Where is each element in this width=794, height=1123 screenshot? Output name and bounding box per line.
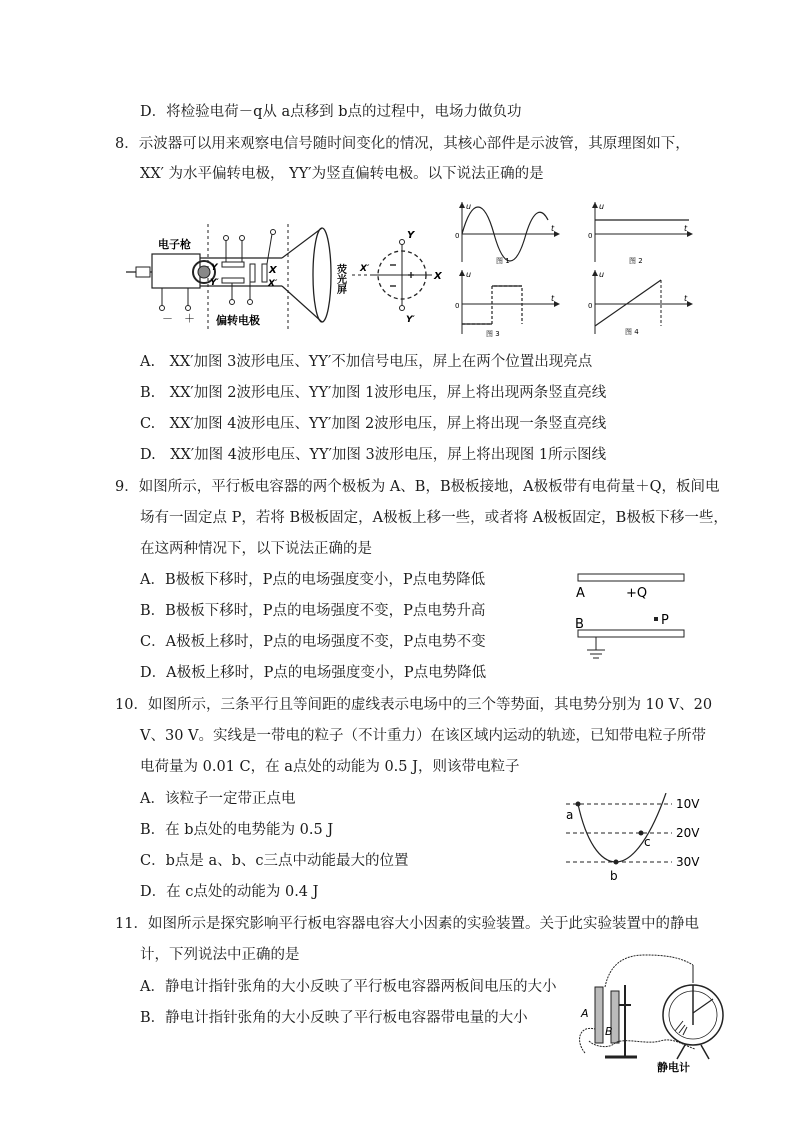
graph4-origin-label: 0 [588,302,593,310]
graph3-origin-label: 0 [455,302,460,310]
plate-b-label: B [605,1025,613,1038]
point-b-label: b [610,869,618,883]
graph3-t-label: t [551,294,555,303]
graph4-t-label: t [684,294,688,303]
point-c-label: c [644,835,651,849]
point-a-label: a [566,808,574,822]
q9-option-c: C．A极板上移时，P点的电场强度不变，P点电势不变 [140,634,486,650]
label-y-prime-left: Y′ [210,278,219,288]
label-plus: ＋ [184,312,195,325]
plate-b-label: B [575,617,584,632]
q7-option-d: D．将检验电荷－q从 a点移到 b点的过程中，电场力做负功 [140,104,522,120]
q8-option-a: A. XX′加图 3波形电压、YY′不加信号电压，屏上在两个位置出现亮点 [140,354,593,370]
graph1-origin-label: 0 [455,232,460,240]
q10-option-a: A．该粒子一定带正点电 [140,791,296,807]
q11-option-a: A．静电计指针张角的大小反映了平行板电容器两板间电压的大小 [140,979,557,995]
graph4-caption: 图 4 [625,328,639,336]
q10-option-b: B．在 b点处的电势能为 0.5 J [140,822,334,838]
graph3-u-label: u [466,270,472,279]
graph1-u-label: u [466,202,472,211]
q10-stem-line-3: 电荷量为 0.01 C，在 a点处的动能为 0.5 J，则该带电粒子 [140,759,520,775]
electrometer-label: 静电计 [657,1061,690,1074]
q8-stem-line-1: 8．示波器可以用来观察电信号随时间变化的情况，其核心部件是示波管，其原理图如下， [115,136,690,152]
label-minus: － [162,312,173,325]
point-p-label: P [661,613,669,628]
q9-stem-line-3: 在这两种情况下，以下说法正确的是 [140,541,372,557]
electrometer-apparatus [565,945,725,1075]
label-x-left: X [269,265,277,276]
label-x-prime-right: X′ [360,264,370,274]
q8-option-c: C. XX′加图 4波形电压、YY′加图 2波形电压，屏上将出现一条竖直亮线 [140,416,607,432]
graph2-origin-label: 0 [588,232,593,240]
graph4-u-label: u [599,270,605,279]
q9-option-d: D．A极板上移时，P点的电场强度变小，P点电势降低 [140,665,487,681]
label-electron-gun: 电子枪 [158,238,191,251]
q8-option-b: B. XX′加图 2波形电压、YY′加图 1波形电压，屏上将出现两条竖直亮线 [140,385,607,401]
label-y-left: Y [211,263,218,273]
q9-option-a: A．B极板下移时，P点的电场强度变小，P点电势降低 [140,572,486,588]
capacitor-diagram [572,568,692,663]
q10-option-d: D．在 c点处的动能为 0.4 J [140,884,319,900]
plate-a-label: A [576,586,585,601]
label-screen: 荧光屏 [334,264,346,294]
q11-stem-line-1: 11．如图所示是探究影响平行板电容器电容大小因素的实验装置。关于此实验装置中的静电 [115,916,699,932]
graph2-caption: 图 2 [629,257,643,265]
label-x-prime-left: X′ [268,279,278,289]
waveform-graph-4 [585,268,700,340]
q10-stem-line-1: 10．如图所示，三条平行且等间距的虚线表示电场中的三个等势面，其电势分别为 10 V、20 [115,697,713,713]
equipotential-diagram [560,793,710,885]
graph2-u-label: u [599,202,605,211]
q8-option-d: D. XX′加图 4波形电压、YY′加图 3波形电压，屏上将出现图 1所示图线 [140,447,607,463]
waveform-graph-1 [452,200,567,265]
potential-10v-label: 10V [676,797,700,811]
label-y-right: Y [407,230,415,241]
charge-label: +Q [626,586,648,601]
potential-20v-label: 20V [676,826,700,840]
graph3-caption: 图 3 [486,330,500,338]
q10-option-c: C．b点是 a、b、c三点中动能最大的位置 [140,853,409,869]
q10-stem-line-2: V、30 V。实线是一带电的粒子（不计重力）在该区域内运动的轨迹，已知带电粒子所带 [140,728,706,744]
q9-stem-line-2: 场有一固定点 P，若将 B极板固定，A极板上移一些，或者将 A极板固定，B极板下移一些， [140,510,728,526]
label-x-right: X [434,271,442,282]
oscilloscope-tube-diagram [122,218,452,336]
q9-stem-line-1: 9．如图所示，平行板电容器的两个极板为 A、B，B极板接地，A极板带有电荷量＋Q，板间电 [115,479,720,495]
q11-option-b: B．静电计指针张角的大小反映了平行板电容器带电量的大小 [140,1010,528,1026]
label-y-prime-right: Y′ [406,315,415,325]
waveform-graph-3 [452,268,567,340]
plate-a-label: A [581,1007,589,1020]
label-deflection-electrodes: 偏转电极 [216,314,260,327]
q8-stem-line-2: XX′ 为水平偏转电极， YY′为竖直偏转电极。以下说法正确的是 [140,166,544,182]
q11-stem-line-2: 计，下列说法中正确的是 [140,947,300,963]
potential-30v-label: 30V [676,855,700,869]
waveform-graph-2 [585,200,700,265]
q9-option-b: B．B极板下移时，P点的电场强度不变，P点电势升高 [140,603,486,619]
graph2-t-label: t [684,224,688,233]
graph1-caption: 图 1 [496,257,510,265]
graph1-t-label: t [551,224,555,233]
